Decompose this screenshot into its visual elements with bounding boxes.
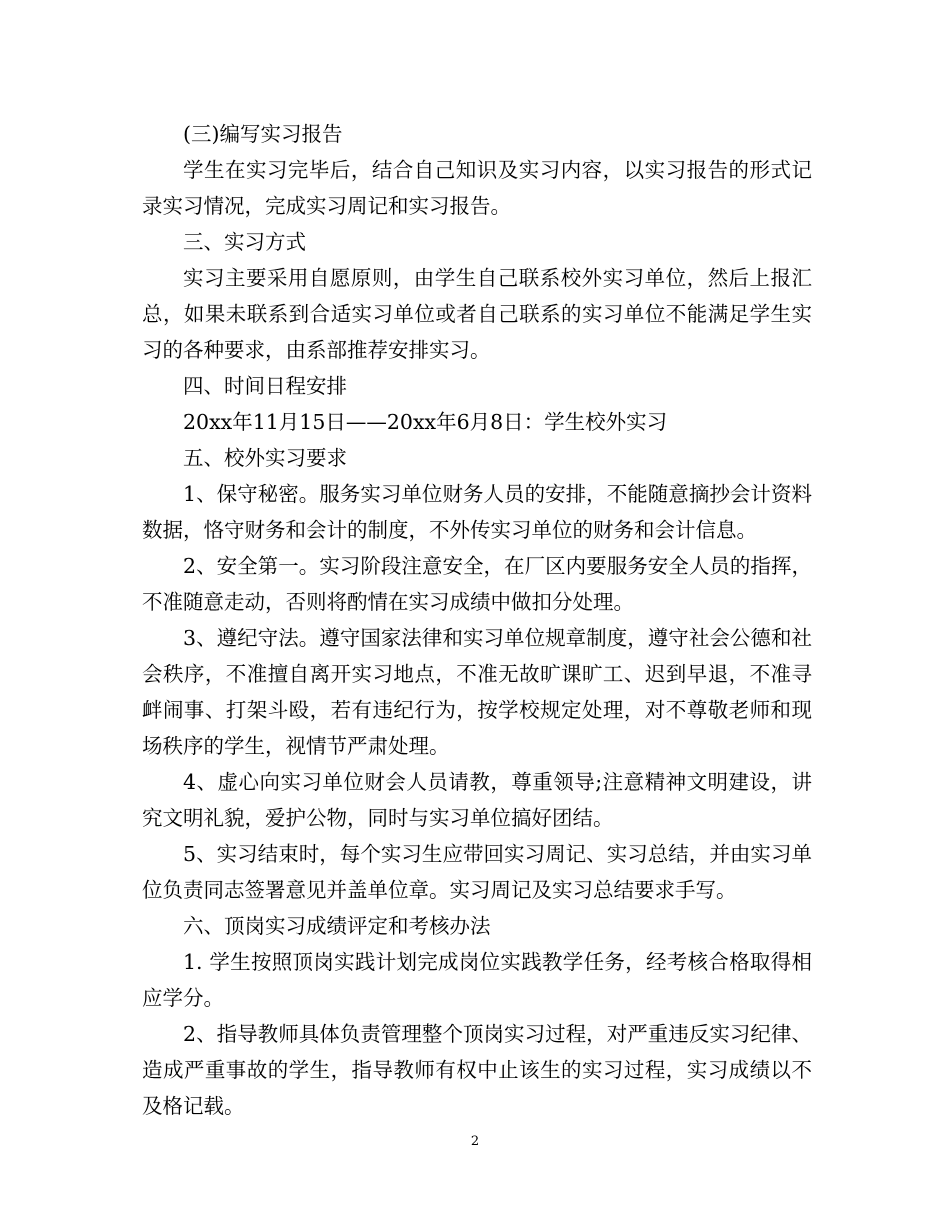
requirement-item-5: 5、实习结束时，每个实习生应带回实习周记、实习总结，并由实习单位负责同志签署意见并盖单位章。实习周记及实习总结要求手写。: [142, 842, 812, 902]
section-heading-requirements: 五、校外实习要求: [183, 446, 347, 470]
section-heading-method: 三、实习方式: [183, 230, 306, 254]
assessment-item-1: 1. 学生按照顶岗实践计划完成岗位实践教学任务，经考核合格取得相应学分。: [142, 950, 812, 1010]
requirement-item-3: 3、遵纪守法。遵守国家法律和实习单位规章制度，遵守社会公德和社会秩序，不准擅自离开实习地点，不准无故旷课旷工、迟到早退，不准寻衅闹事、打架斗殴，若有违纪行为，按学校规定处理，对不尊敬老师和现场秩序的学生，视情节严肃处理。: [142, 626, 812, 758]
section-heading-schedule: 四、时间日程安排: [183, 374, 347, 398]
requirement-item-1: 1、保守秘密。服务实习单位财务人员的安排，不能随意摘抄会计资料数据，恪守财务和会计的制度，不外传实习单位的财务和会计信息。: [142, 482, 812, 542]
paragraph-schedule-dates: 20xx年11月15日——20xx年6月8日：学生校外实习: [183, 410, 668, 434]
requirement-item-2: 2、安全第一。实习阶段注意安全，在厂区内要服务安全人员的指挥，不准随意走动，否则将酌情在实习成绩中做扣分处理。: [142, 554, 812, 614]
requirement-item-4: 4、虚心向实习单位财会人员请教，尊重领导;注意精神文明建设，讲究文明礼貌，爱护公物，同时与实习单位搞好团结。: [142, 770, 812, 830]
paragraph-report-description: 学生在实习完毕后，结合自己知识及实习内容，以实习报告的形式记录实习情况，完成实习周记和实习报告。: [142, 158, 812, 218]
section-heading-assessment: 六、顶岗实习成绩评定和考核办法: [183, 914, 491, 938]
page-number: 2: [470, 1134, 480, 1149]
paragraph-method-description: 实习主要采用自愿原则，由学生自己联系校外实习单位，然后上报汇总，如果未联系到合适实习单位或者自己联系的实习单位不能满足学生实习的各种要求，由系部推荐安排实习。: [142, 266, 812, 362]
assessment-item-2: 2、指导教师具体负责管理整个顶岗实习过程，对严重违反实习纪律、造成严重事故的学生，指导教师有权中止该生的实习过程，实习成绩以不及格记载。: [142, 1022, 812, 1118]
document-body: [142, 116, 812, 1124]
section-subheading-report: (三)编写实习报告: [183, 122, 343, 146]
